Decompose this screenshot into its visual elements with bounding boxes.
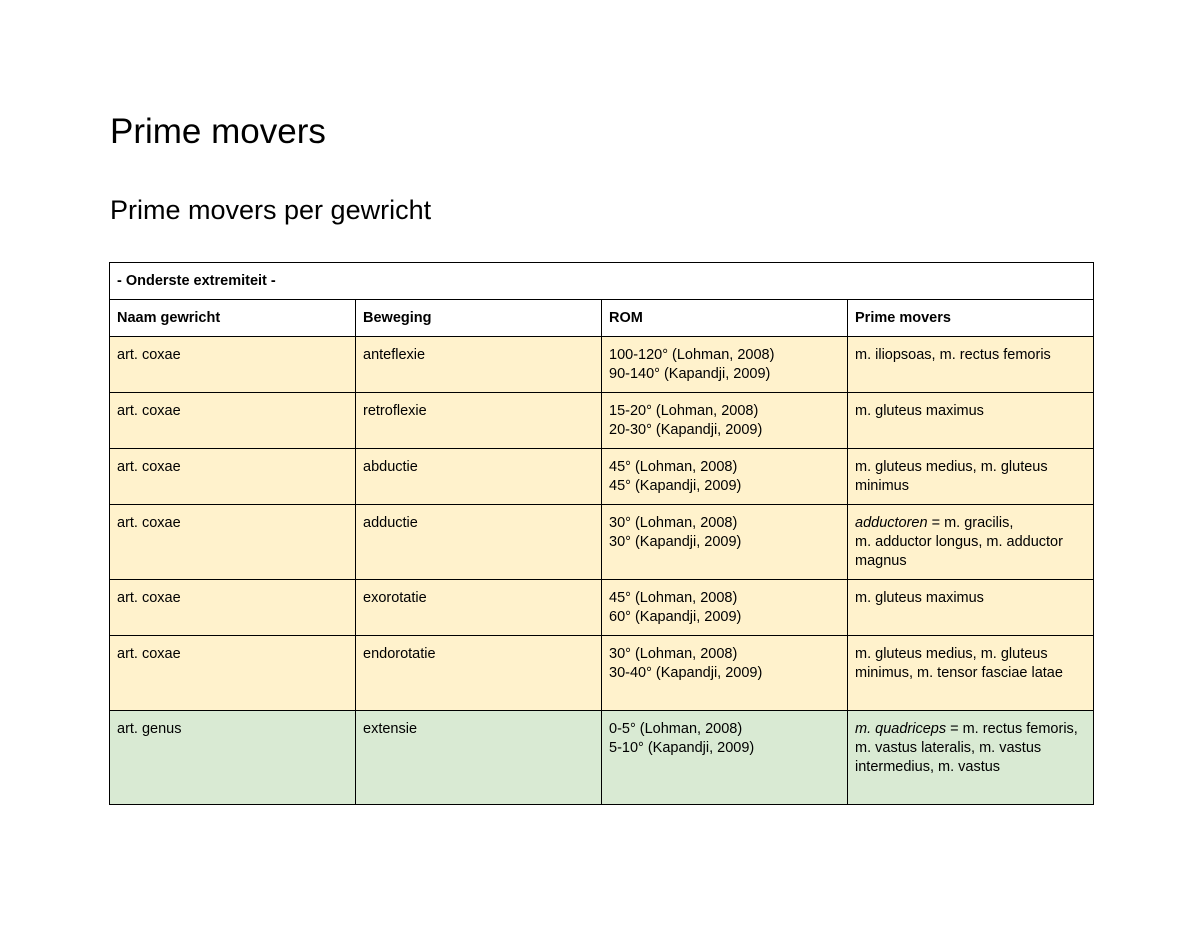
rom-cell xyxy=(602,505,848,580)
muscle-group-members: = m. gracilis, xyxy=(927,515,1014,531)
rom-lohman: 0-5° (Lohman, 2008) xyxy=(609,721,743,737)
rom-cell xyxy=(602,636,848,711)
header-row xyxy=(110,300,1094,337)
movement-cell: retroflexie xyxy=(356,393,602,449)
prime-movers-cell: m. gluteus medius, m. gluteus minimus, m. tensor fasciae latae xyxy=(848,636,1094,711)
prime-movers-table xyxy=(109,262,1094,805)
joint-cell: art. coxae xyxy=(110,337,356,393)
rom-lohman: 15-20° (Lohman, 2008) xyxy=(609,403,759,419)
prime-movers-cell: m. gluteus maximus xyxy=(848,393,1094,449)
rom-cell xyxy=(602,580,848,636)
rom-kapandji: 20-30° (Kapandji, 2009) xyxy=(609,422,763,438)
rom-kapandji: 45° (Kapandji, 2009) xyxy=(609,478,742,494)
header-rom: ROM xyxy=(602,300,848,337)
prime-movers-cell: m. gluteus medius, m. gluteus minimus xyxy=(848,449,1094,505)
prime-movers-line1 xyxy=(855,720,1086,739)
prime-movers-cell: m. gluteus maximus xyxy=(848,580,1094,636)
rom-cell xyxy=(602,393,848,449)
movement-cell: extensie xyxy=(356,711,602,805)
header-movement: Beweging xyxy=(356,300,602,337)
movement-cell: anteflexie xyxy=(356,337,602,393)
prime-movers-line2: m. vastus lateralis, m. vastus intermedius, m. vastus xyxy=(855,740,1042,775)
table-row xyxy=(110,393,1094,449)
table-row xyxy=(110,636,1094,711)
rom-cell xyxy=(602,449,848,505)
rom-kapandji: 30-40° (Kapandji, 2009) xyxy=(609,665,763,681)
movement-cell: endorotatie xyxy=(356,636,602,711)
movement-cell: abductie xyxy=(356,449,602,505)
section-title: - Onderste extremiteit - xyxy=(110,263,1094,300)
joint-cell: art. coxae xyxy=(110,636,356,711)
table-row xyxy=(110,449,1094,505)
page-subtitle: Prime movers per gewricht xyxy=(110,195,432,225)
prime-movers-cell xyxy=(848,711,1094,805)
muscle-group-name: m. quadriceps xyxy=(855,721,947,737)
rom-lohman: 100-120° (Lohman, 2008) xyxy=(609,347,775,363)
rom-lohman: 30° (Lohman, 2008) xyxy=(609,515,738,531)
joint-cell: art. coxae xyxy=(110,393,356,449)
table-row xyxy=(110,580,1094,636)
prime-movers-line1 xyxy=(855,514,1086,533)
rom-cell xyxy=(602,711,848,805)
joint-cell: art. coxae xyxy=(110,449,356,505)
rom-lohman: 45° (Lohman, 2008) xyxy=(609,459,738,475)
rom-lohman: 30° (Lohman, 2008) xyxy=(609,646,738,662)
joint-cell: art. genus xyxy=(110,711,356,805)
section-row xyxy=(110,263,1094,300)
joint-cell: art. coxae xyxy=(110,580,356,636)
table-row xyxy=(110,711,1094,805)
table-row xyxy=(110,505,1094,580)
rom-kapandji: 90-140° (Kapandji, 2009) xyxy=(609,366,771,382)
joint-cell: art. coxae xyxy=(110,505,356,580)
page-title: Prime movers xyxy=(110,112,326,151)
muscle-group-members: = m. rectus femoris, xyxy=(946,721,1078,737)
prime-movers-line2: m. adductor longus, m. adductor magnus xyxy=(855,534,1063,569)
movement-cell: exorotatie xyxy=(356,580,602,636)
table-row xyxy=(110,337,1094,393)
prime-movers-cell: m. iliopsoas, m. rectus femoris xyxy=(848,337,1094,393)
muscle-group-name: adductoren xyxy=(855,515,928,531)
rom-cell xyxy=(602,337,848,393)
rom-lohman: 45° (Lohman, 2008) xyxy=(609,590,738,606)
rom-kapandji: 60° (Kapandji, 2009) xyxy=(609,609,742,625)
rom-kapandji: 30° (Kapandji, 2009) xyxy=(609,534,742,550)
prime-movers-cell xyxy=(848,505,1094,580)
rom-kapandji: 5-10° (Kapandji, 2009) xyxy=(609,740,755,756)
header-joint: Naam gewricht xyxy=(110,300,356,337)
header-prime-movers: Prime movers xyxy=(848,300,1094,337)
movement-cell: adductie xyxy=(356,505,602,580)
